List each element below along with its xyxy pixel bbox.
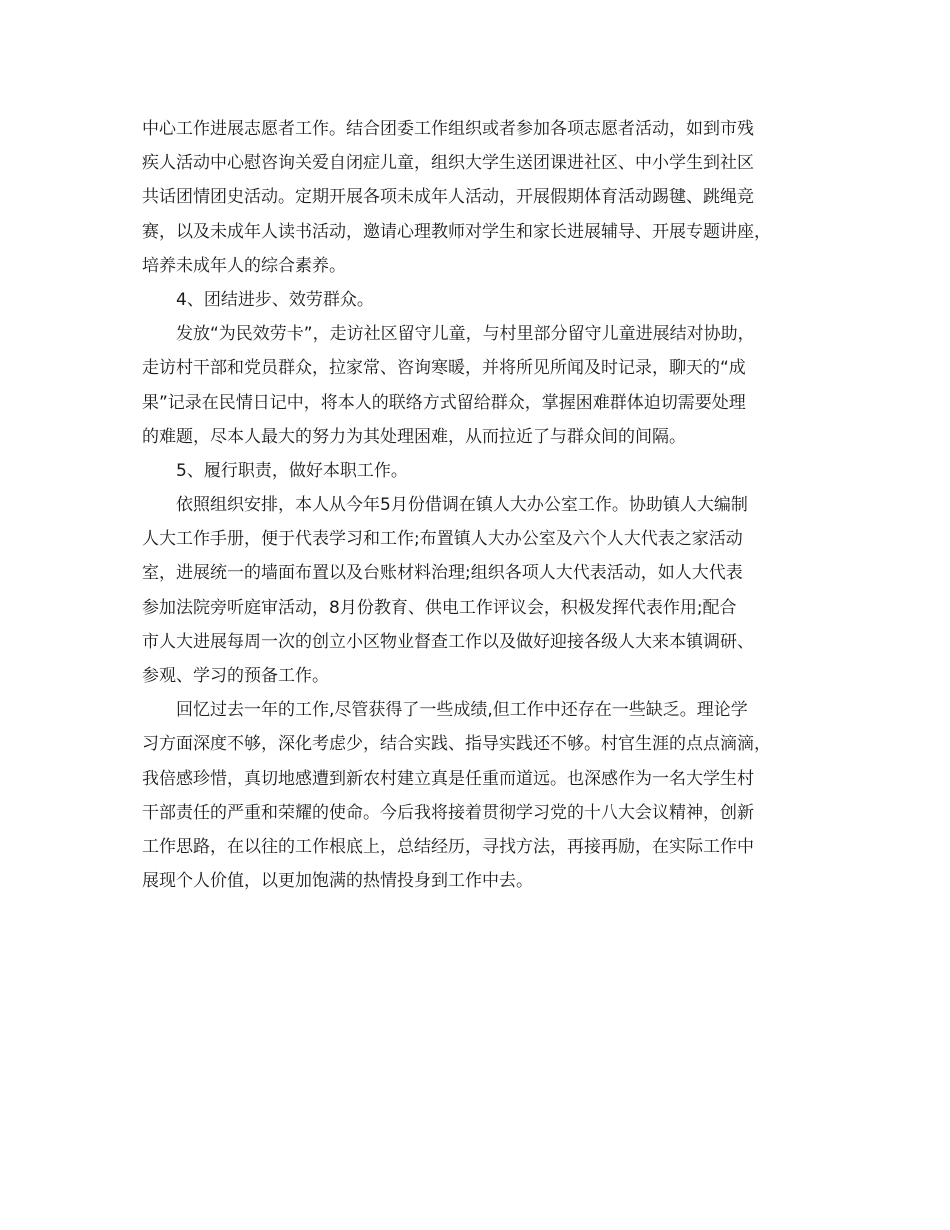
text-line: 室，进展统一的墙面布置以及台账材料治理;组织各项人大代表活动，如人大代表 <box>142 563 743 584</box>
paragraph-volunteer <box>142 112 822 283</box>
heading-text: 4、团结进步、效劳群众。 <box>176 289 374 310</box>
text-line: 市人大进展每周一次的创立小区物业督查工作以及做好迎接各级人大来本镇调研、 <box>142 631 754 652</box>
text-line: 人大工作手册，便于代表学习和工作;布置镇人大办公室及六个人大代表之家活动 <box>142 529 743 550</box>
heading-text: 5、履行职责，做好本职工作。 <box>176 460 408 481</box>
text-line: 回忆过去一年的工作,尽管获得了一些成绩,但工作中还存在一些缺乏。理论学 <box>176 700 748 721</box>
text-line: 的难题，尽本人最大的努力为其处理困难，从而拉近了与群众间的间隔。 <box>142 426 686 447</box>
text-line: 干部责任的严重和荣耀的使命。今后我将接着贯彻学习党的十八大会议精神，创新 <box>142 802 754 823</box>
text-line: 我倍感珍惜，真切地感遭到新农村建立真是任重而道远。也深感作为一名大学生村 <box>142 768 754 789</box>
paragraph-review <box>142 693 822 898</box>
text-line: 共话团情团史活动。定期开展各项未成年人活动，开展假期体育活动踢毽、跳绳竞 <box>142 187 754 208</box>
section-heading-4 <box>142 283 822 317</box>
text-line: 培养未成年人的综合素养。 <box>142 255 346 276</box>
text-line: 展现个人价值，以更加饱满的热情投身到工作中去。 <box>142 871 533 892</box>
document-body <box>142 112 822 898</box>
text-line: 习方面深度不够，深化考虑少，结合实践、指导实践还不够。村官生涯的点点滴滴， <box>142 734 771 755</box>
text-line: 参观、学习的预备工作。 <box>142 666 329 686</box>
text-line: 走访村干部和党员群众，拉家常、咨询寒暖，并将所见所闻及时记录，聊天的“成 <box>142 358 746 379</box>
text-line: 果”记录在民情日记中，将本人的联络方式留给群众，掌握困难群体迫切需要处理 <box>142 392 746 413</box>
section-heading-5 <box>142 454 822 488</box>
text-line: 依照组织安排，本人从今年5月份借调在镇人大办公室工作。协助镇人大编制 <box>176 495 748 516</box>
paragraph-duty <box>142 488 822 693</box>
text-line: 中心工作进展志愿者工作。结合团委工作组织或者参加各项志愿者活动，如到市残 <box>142 119 754 139</box>
text-line: 工作思路，在以往的工作根底上，总结经历，寻找方法，再接再励，在实际工作中 <box>142 836 754 857</box>
text-line: 参加法院旁听庭审活动，8月份教育、供电工作评议会，积极发挥代表作用;配合 <box>142 597 737 618</box>
text-line: 疾人活动中心慰咨询关爱自闭症儿童，组织大学生送团课进社区、中小学生到社区 <box>142 153 754 174</box>
text-line: 赛，以及未成年人读书活动，邀请心理教师对学生和家长进展辅导、开展专题讲座， <box>142 221 771 242</box>
paragraph-service <box>142 317 822 454</box>
text-line: 发放“为民效劳卡”，走访社区留守儿童，与村里部分留守儿童进展结对协助， <box>176 324 755 345</box>
